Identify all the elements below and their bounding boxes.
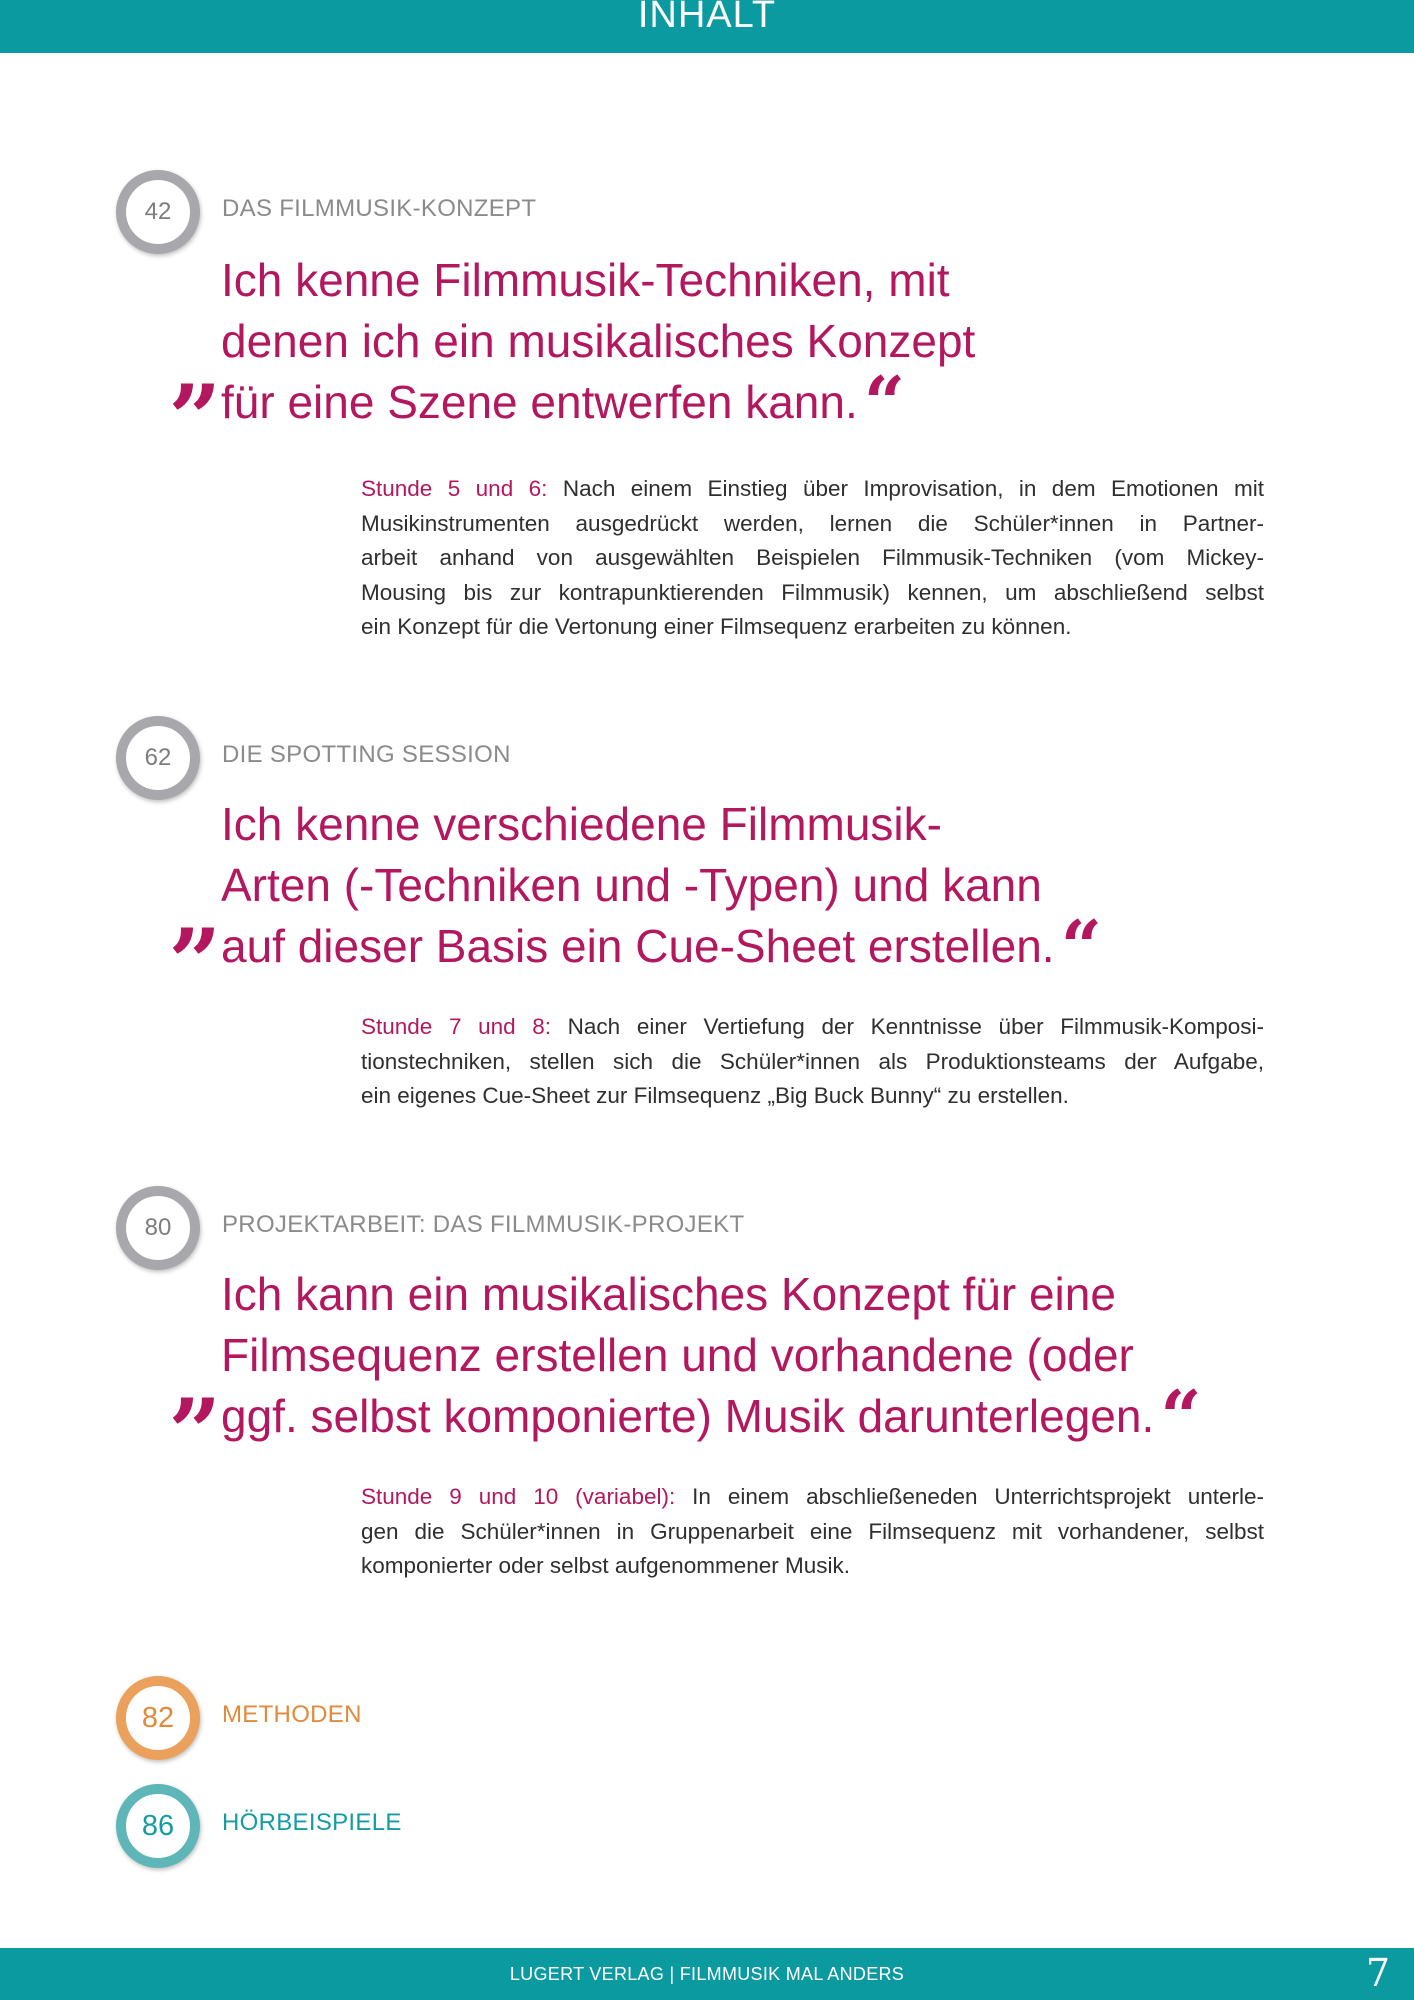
section-quote bbox=[221, 1264, 1202, 1459]
quote-line: Ich kenne Filmmusik-Techniken, mit bbox=[221, 254, 950, 306]
quote-line-text: für eine Szene entwerfen kann. bbox=[221, 376, 858, 428]
section-quote bbox=[221, 250, 976, 445]
page-badge-number: 82 bbox=[141, 1701, 175, 1734]
quote-close-mark: “ bbox=[863, 360, 906, 445]
page-badge-number: 42 bbox=[144, 198, 172, 225]
quote-line: Filmsequenz erstellen und vorhandene (oder bbox=[221, 1329, 1134, 1381]
quote-close-mark: “ bbox=[1160, 1374, 1202, 1459]
quote-open-mark: „ bbox=[170, 1326, 223, 1434]
desc-line: Musikinstrumenten ausgedrückt werden, lernen die Schüler*innen in Partner- bbox=[361, 510, 1264, 536]
section-label[interactable]: METHODEN bbox=[222, 1701, 362, 1728]
section-description bbox=[361, 1010, 1264, 1114]
quote-open-mark: „ bbox=[170, 856, 223, 964]
quote-line: Arten (-Techniken und -Typen) und kann bbox=[221, 859, 1042, 911]
quote-line bbox=[221, 1374, 1202, 1459]
desc-line: tionstechniken, stellen sich die Schüler*innen als Produktionsteams der Aufgabe, bbox=[361, 1048, 1264, 1074]
page-badge-number: 86 bbox=[141, 1809, 175, 1842]
page-badge-number: 80 bbox=[144, 1214, 172, 1241]
page-badge[interactable] bbox=[116, 1784, 200, 1868]
page-badge[interactable] bbox=[116, 1186, 200, 1270]
desc-lead: Stunde 5 und 6: bbox=[361, 476, 548, 501]
footer-text: LUGERT VERLAG | FILMMUSIK MAL ANDERS bbox=[509, 1964, 905, 1984]
page-title: INHALT bbox=[637, 0, 777, 36]
desc-line-text: Nach einer Vertiefung der Kenntnisse über Filmmusik-Komposi- bbox=[567, 1014, 1264, 1039]
desc-line: arbeit anhand von ausgewählten Beispielen Filmmusik-Techniken (vom Mickey- bbox=[361, 545, 1264, 570]
desc-line-text: In einem abschließeneden Unterrichtsprojekt unterle- bbox=[692, 1484, 1264, 1509]
page-number: 7 bbox=[1365, 1951, 1390, 1995]
desc-line-text: Nach einem Einstieg über Improvisation, in dem Emotionen mit bbox=[562, 476, 1264, 501]
page-badge[interactable] bbox=[116, 170, 200, 254]
quote-line: denen ich ein musikalisches Konzept bbox=[221, 315, 976, 367]
section-label[interactable]: DAS FILMMUSIK-KONZEPT bbox=[222, 195, 537, 222]
page-badge[interactable] bbox=[116, 1676, 200, 1760]
quote-close-mark: “ bbox=[1060, 904, 1102, 989]
quote-line bbox=[221, 904, 1102, 989]
quote-open-mark: „ bbox=[170, 312, 223, 420]
quote-line bbox=[221, 360, 975, 445]
quote-line-text: ggf. selbst komponierte) Musik darunterlegen. bbox=[221, 1390, 1155, 1442]
quote-line: Ich kenne verschiedene Filmmusik- bbox=[221, 798, 942, 850]
section-description bbox=[361, 472, 1264, 645]
desc-line: Mousing bis zur kontrapunktierenden Filmmusik) kennen, um abschließend selbst bbox=[361, 579, 1264, 605]
desc-line: komponierter oder selbst aufgenommener Musik. bbox=[361, 1553, 850, 1578]
page-badge-number: 62 bbox=[144, 744, 172, 771]
desc-lead: Stunde 7 und 8: bbox=[361, 1014, 552, 1039]
section-quote bbox=[221, 794, 1102, 989]
desc-line bbox=[361, 1480, 1264, 1515]
section-label[interactable]: DIE SPOTTING SESSION bbox=[222, 741, 511, 768]
section-label[interactable]: HÖRBEISPIELE bbox=[222, 1809, 402, 1836]
quote-line-text: auf dieser Basis ein Cue-Sheet erstellen. bbox=[221, 920, 1055, 972]
desc-line: gen die Schüler*innen in Gruppenarbeit eine Filmsequenz mit vorhandener, selbst bbox=[361, 1518, 1264, 1544]
desc-line bbox=[361, 1010, 1264, 1045]
quote-line: Ich kann ein musikalisches Konzept für eine bbox=[221, 1268, 1116, 1320]
desc-line: ein Konzept für die Vertonung einer Filmsequenz erarbeiten zu können. bbox=[361, 614, 1072, 639]
section-description bbox=[361, 1480, 1264, 1584]
desc-line: ein eigenes Cue-Sheet zur Filmsequenz „Big Buck Bunny“ zu erstellen. bbox=[361, 1083, 1069, 1108]
section-label[interactable]: PROJEKTARBEIT: DAS FILMMUSIK-PROJEKT bbox=[222, 1211, 745, 1238]
desc-line bbox=[361, 472, 1264, 507]
desc-lead: Stunde 9 und 10 (variabel): bbox=[361, 1484, 676, 1509]
page-badge[interactable] bbox=[116, 716, 200, 800]
